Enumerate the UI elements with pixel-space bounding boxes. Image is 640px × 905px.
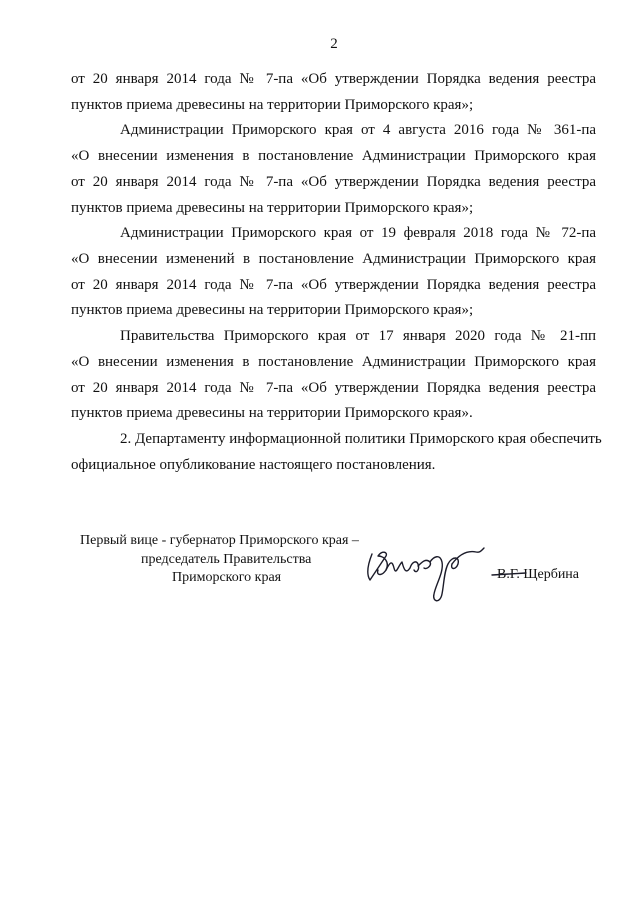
- text-line: Администрации Приморского края от 19 февраля 2018 года № 72-па: [120, 225, 596, 242]
- text-line: «О внесении изменения в постановление Администрации Приморского края: [71, 148, 596, 165]
- text-line: от 20 января 2014 года № 7-па «Об утверждении Порядка ведения реестра: [71, 379, 596, 396]
- text-line: «О внесении изменения в постановление Администрации Приморского края: [71, 353, 596, 370]
- paragraph-decree-2020: [71, 324, 596, 427]
- text-line: 2. Департаменту информационной политики Приморского края обеспечить: [120, 431, 602, 448]
- signatory-position-line: председатель Правительства: [141, 552, 312, 567]
- text-line: Правительства Приморского края от 17 января 2020 года № 21-пп: [120, 328, 596, 345]
- paragraph-item-2: [71, 427, 602, 478]
- paragraph-decree-2016: [71, 118, 596, 221]
- signature-strike: [492, 573, 526, 575]
- signature-stroke: [368, 552, 387, 580]
- signatory-position-line: Приморского края: [172, 570, 282, 585]
- text-line: от 20 января 2014 года № 7-па «Об утверждении Порядка ведения реестра: [71, 276, 596, 293]
- text-line: пунктов приема древесины на территории Приморского края»;: [71, 96, 474, 113]
- text-line: «О внесении изменений в постановление Администрации Приморского края: [71, 251, 596, 268]
- signature-stroke: [430, 557, 458, 601]
- text-line: от 20 января 2014 года № 7-па «Об утверждении Порядка ведения реестра: [71, 173, 596, 190]
- text-line: пунктов приема древесины на территории Приморского края».: [71, 405, 473, 422]
- signatory-position-line: Первый вице - губернатор Приморского края –: [80, 533, 359, 548]
- page-number: 2: [330, 36, 338, 52]
- signature-stroke: [452, 548, 484, 564]
- text-line: от 20 января 2014 года № 7-па «Об утверждении Порядка ведения реестра: [71, 71, 596, 87]
- text-line: Администрации Приморского края от 4 августа 2016 года № 361-па: [120, 122, 596, 139]
- paragraph-decree-2018: [71, 221, 596, 324]
- signature-stroke: [386, 562, 419, 572]
- paragraph-continuation: [71, 67, 596, 118]
- document-body: [71, 67, 602, 479]
- text-line: пунктов приема древесины на территории Приморского края»;: [71, 199, 474, 216]
- signature-stroke: [418, 560, 430, 568]
- signatory-name: В.Г. Щербина: [497, 567, 580, 582]
- text-line: пунктов приема древесины на территории Приморского края»;: [71, 302, 474, 319]
- handwritten-signature: [360, 540, 532, 606]
- text-line: официальное опубликование настоящего постановления.: [71, 456, 436, 473]
